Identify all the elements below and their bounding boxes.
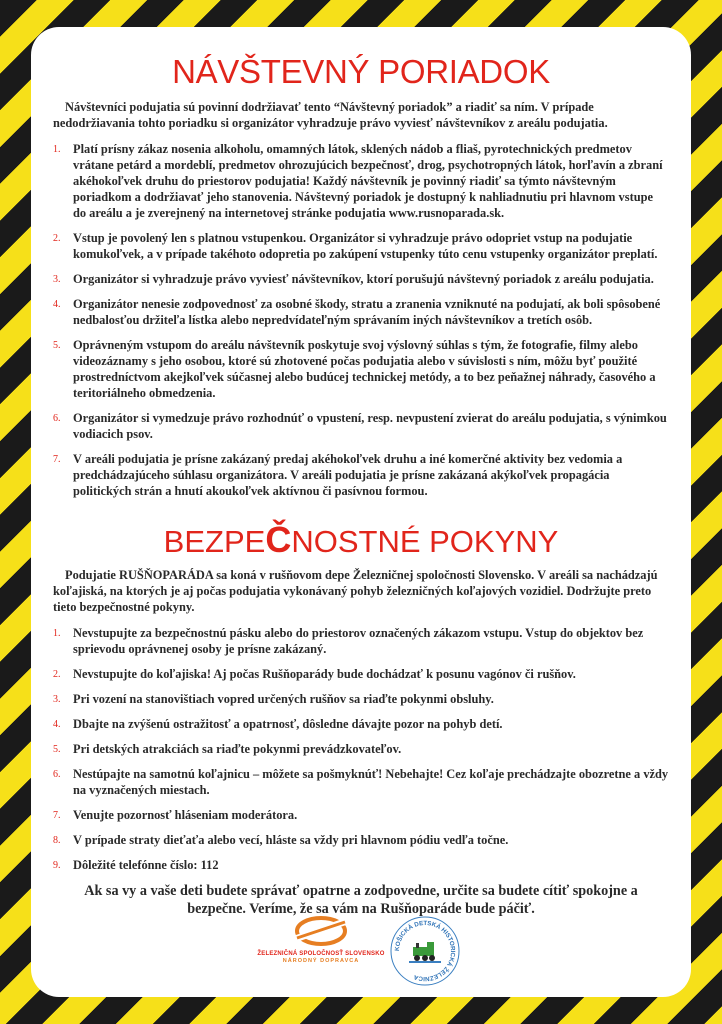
- rule-number: 2.: [53, 233, 61, 244]
- kdhz-logo-icon: [389, 915, 461, 987]
- zssk-subtitle: NÁRODNÝ DOPRAVCA: [282, 958, 360, 964]
- safety-title-part: Č: [265, 519, 292, 560]
- safety-title-part: NOSTNÉ POKYNY: [291, 524, 559, 559]
- logos-row: [31, 915, 691, 995]
- kdhz-text: KOŠICKÁ DETSKÁ HISTORICKÁ ŽELEZNICA: [393, 919, 457, 983]
- rule-text: Organizátor si vyhradzuje právo vyviesť návštevníkov, ktorí porušujú návštevný poriadok z areálu podujatia.: [73, 272, 654, 286]
- safety-item: [53, 716, 669, 732]
- rule-item: [53, 337, 669, 401]
- safety-intro: Podujatie RUŠŇOPARÁDA sa koná v rušňovom depe Železničnej spoločnosti Slovensko. V areáli sa nachádzajú koľajiská, na ktorých je aj počas podujatia vykonávaný pohyb železničných koľajových vozidiel. Dodržujte preto tieto bezpečnostné pokyny.: [53, 568, 658, 614]
- rules-list: [53, 141, 669, 499]
- safety-title: [53, 519, 669, 561]
- rule-item: [53, 141, 669, 221]
- rule-text: Organizátor si vymedzuje právo rozhodnúť o vpustení, resp. nevpustení zvierat do areálu podujatia, s výnimkou vodiacich psov.: [73, 411, 667, 441]
- safety-number: 4.: [53, 719, 61, 730]
- zssk-name: ŽELEZNIČNÁ SPOLOČNOSŤ SLOVENSKO: [257, 951, 385, 957]
- safety-text: Pri vození na stanovištiach vopred určených rušňov sa riaďte pokynmi obsluhy.: [73, 692, 494, 706]
- safety-number: 5.: [53, 744, 61, 755]
- safety-number: 3.: [53, 694, 61, 705]
- safety-item: [53, 766, 669, 798]
- rule-number: 1.: [53, 144, 61, 155]
- safety-item: [53, 666, 669, 682]
- safety-item: [53, 691, 669, 707]
- rule-number: 6.: [53, 413, 61, 424]
- safety-number: 6.: [53, 769, 61, 780]
- rule-number: 5.: [53, 340, 61, 351]
- rule-number: 4.: [53, 299, 61, 310]
- rule-text: Vstup je povolený len s platnou vstupenkou. Organizátor si vyhradzuje právo odopriet vstup na podujatie komukoľvek, a v prípade takéhoto odopretia po zakúpení vstupenky túto cenu vstupenky organizátor preplatí.: [73, 231, 658, 261]
- rule-item: [53, 451, 669, 499]
- safety-text: Dbajte na zvýšenú ostražitosť a opatrnosť, dôsledne dávajte pozor na pohyb detí.: [73, 717, 503, 731]
- notice-panel: [31, 27, 691, 997]
- safety-item: [53, 832, 669, 848]
- safety-number: 1.: [53, 628, 61, 639]
- rule-item: [53, 230, 669, 262]
- safety-text: Pri detských atrakciách sa riaďte pokynmi prevádzkovateľov.: [73, 742, 402, 756]
- safety-item: [53, 857, 669, 873]
- safety-title-part: BEZPE: [163, 524, 266, 559]
- safety-list: [53, 625, 669, 873]
- closing-message: Ak sa vy a vaše deti budete správať opatrne a zodpovedne, určite sa budete cítiť spokojne a bezpečne. Veríme, že sa vám na Rušňoparáde bude páčiť.: [84, 883, 638, 917]
- safety-text: Nevstupujte za bezpečnostnú pásku alebo do priestorov označených zákazom vstupu. Vstup do objektov bez sprievodu oprávnenej osoby je prísne zakázaný.: [73, 626, 644, 656]
- intro-paragraph: Návštevníci podujatia sú povinní dodržiavať tento “Návštevný poriadok” a riadiť sa ním. V prípade nedodržiavania tohto poriadku si organizátor vyhradzuje právo vyviesť návštevníkov z areálu podujatia.: [53, 100, 608, 130]
- safety-text: Nestúpajte na samotnú koľajnicu – môžete sa pošmyknúť! Nebehajte! Cez koľaje prechádzajte obozretne a vždy na vyznačených miestach.: [73, 767, 669, 797]
- safety-number: 2.: [53, 669, 61, 680]
- safety-text: Dôležité telefónne číslo: 112: [73, 858, 219, 872]
- rule-item: [53, 296, 669, 328]
- safety-item: [53, 741, 669, 757]
- zssk-emblem-icon: [291, 915, 351, 947]
- rule-number: 3.: [53, 274, 61, 285]
- safety-number: 8.: [53, 835, 61, 846]
- rule-number: 7.: [53, 454, 61, 465]
- safety-text: Venujte pozornosť hláseniam moderátora.: [73, 808, 298, 822]
- rule-item: [53, 410, 669, 442]
- safety-item: [53, 807, 669, 823]
- rule-text: Organizátor nenesie zodpovednosť za osobné škody, stratu a zranenia vzniknuté na podujatí, ak boli spôsobené nedbalosťou držiteľa lístka alebo nepredvídateľným správaním iných návštevníkov a tretích osôb.: [73, 297, 661, 327]
- rule-text: Oprávneným vstupom do areálu návštevník poskytuje svoj výslovný súhlas s tým, že fotografie, filmy alebo videozáznamy s jeho osobou, ktoré sú zhotovené počas podujatia alebo v súvislosti s ním, môžu byť použité prostredníctvom akejkoľvek súčasnej alebo budúcej technickej metódy, a to bez peňažnej náhrady, časového a teritoriálneho obmedzenia.: [73, 338, 656, 400]
- safety-item: [53, 625, 669, 657]
- zssk-logo: [256, 915, 386, 964]
- rule-item: [53, 271, 669, 287]
- safety-text: V prípade straty dieťaťa alebo vecí, hláste sa vždy pri hlavnom pódiu vedľa točne.: [73, 833, 509, 847]
- safety-number: 9.: [53, 860, 61, 871]
- rule-text: Platí prísny zákaz nosenia alkoholu, omamných látok, sklených nádob a fliaš, pyrotechnických predmetov vrátane petárd a mordeblí, predmetov ohrozujúcich bezpečnosť, drog, psychotropných látok, horľavín a zbraní akéhokoľvek druhu do priestorov podujatia! Každý návštevník je povinný riadiť sa týmto návštevným poriadkom a dodržiavať jeho stanovenia. Návštevný poriadok je dostupný k nahliadnutiu pri hlavnom vstupe do areálu a je zverejnený na internetovej stránke podujatia www.rusnoparada.sk.: [73, 142, 663, 220]
- page-title: NÁVŠTEVNÝ PORIADOK: [172, 53, 550, 90]
- safety-text: Nevstupujte do koľajiska! Aj počas Rušňoparády bude dochádzať k posunu vagónov či rušňov.: [73, 667, 576, 681]
- rule-text: V areáli podujatia je prísne zakázaný predaj akéhokoľvek druhu a iné komerčné aktivity bez vedomia a predchádzajúceho súhlasu organizátora. V areáli podujatia je prísne zakázaná akýkoľvek propagácia politických strán a hnutí akoukoľvek aktívnou či pasívnou formou.: [73, 452, 623, 498]
- safety-number: 7.: [53, 810, 61, 821]
